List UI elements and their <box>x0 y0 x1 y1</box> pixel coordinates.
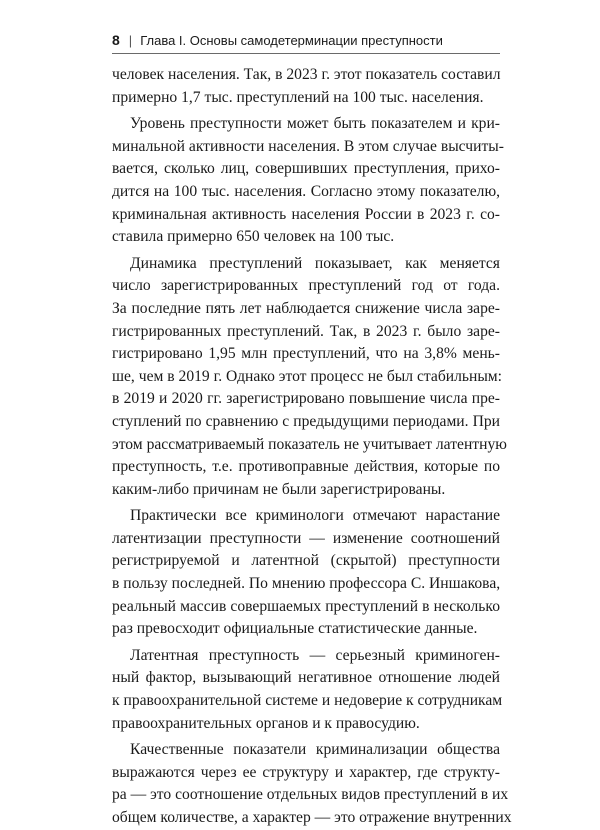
text-line: регистрируемой и латентной (скрытой) преступности <box>112 552 500 570</box>
text-line: латентизации преступности — изменение соотношений <box>112 529 500 547</box>
text-line: дится на 100 тыс. населения. Согласно этому показателю, <box>112 182 500 200</box>
paragraph <box>112 645 503 735</box>
text-line: число зарегистрированных преступлений год от года. <box>112 277 500 295</box>
paragraph <box>112 505 500 641</box>
text-line: криминальная активность населения России в 2023 г. со- <box>112 205 500 223</box>
text-line: к правоохранительной системе и недоверие к сотрудникам <box>112 692 503 710</box>
text-line: За последние пять лет наблюдается снижение числа заре- <box>112 299 500 317</box>
text-line: Динамика преступлений показывает, как меняется <box>130 254 500 272</box>
text-line: этом рассматриваемый показатель не учитывает латентную <box>112 435 507 453</box>
running-head <box>112 30 500 50</box>
text-line: Латентная преступность — серьезный криминоген- <box>130 646 500 664</box>
text-line: ступлений по сравнению с предыдущими периодами. При <box>112 412 500 430</box>
text-line: Практически все криминологи отмечают нарастание <box>130 507 500 525</box>
text-line: каким-либо причинам не были зарегистрированы. <box>112 480 446 498</box>
text-line: правоохранительных органов и к правосудию. <box>112 714 420 732</box>
text-line: ставила примерно 650 человек на 100 тыс. <box>112 228 395 246</box>
paragraph <box>112 113 504 249</box>
chapter-title: Основы самодетерминации преступности <box>189 32 443 48</box>
text-line: примерно 1,7 тыс. преступлений на 100 тыс. населения. <box>112 88 484 106</box>
text-line: общем количестве, а характер — это отражение внутренних <box>112 809 512 826</box>
paragraph <box>112 253 507 502</box>
text-line: выражаются через ее структуру и характер, где структу- <box>112 763 500 781</box>
text-line: Уровень преступности может быть показателем и кри- <box>130 115 500 133</box>
text-line: ше, чем в 2019 г. Однако этот процесс не был стабильным: <box>112 367 503 385</box>
text-line: человек населения. Так, в 2023 г. этот показатель составил <box>112 66 501 83</box>
text-line: ный фактор, вызывающий негативное отношение людей <box>112 669 500 687</box>
text-line: минальной активности населения. В этом случае высчиты- <box>112 137 504 155</box>
text-line: преступность, т.е. противоправные действия, которые по <box>112 458 500 476</box>
text-line: Качественные показатели криминализации общества <box>130 741 500 759</box>
text-line: в 2019 и 2020 гг. зарегистрировано повышение числа пре- <box>112 390 500 408</box>
text-line: раз превосходит официальные статистические данные. <box>112 620 478 638</box>
header-separator: | <box>128 32 133 48</box>
text-line: вается, сколько лиц, совершивших преступления, прихо- <box>112 160 500 178</box>
text-line: гистрированных преступлений. Так, в 2023 г. было заре- <box>112 322 500 340</box>
paragraph <box>112 739 512 829</box>
body-text <box>112 64 512 830</box>
text-line: ра — это соотношение отдельных видов преступлений в их <box>112 786 509 804</box>
header-rule <box>112 53 500 54</box>
text-line: реальный массив совершаемых преступлений в несколько <box>112 597 500 615</box>
chapter-label: Глава I. <box>140 32 187 48</box>
paragraph <box>112 64 500 109</box>
page-number: 8 <box>112 32 120 48</box>
text-line: в пользу последней. По мнению профессора С. Иншакова, <box>112 575 501 593</box>
text-line: гистрировано 1,95 млн преступлений, что на 3,8% мень- <box>112 345 500 363</box>
